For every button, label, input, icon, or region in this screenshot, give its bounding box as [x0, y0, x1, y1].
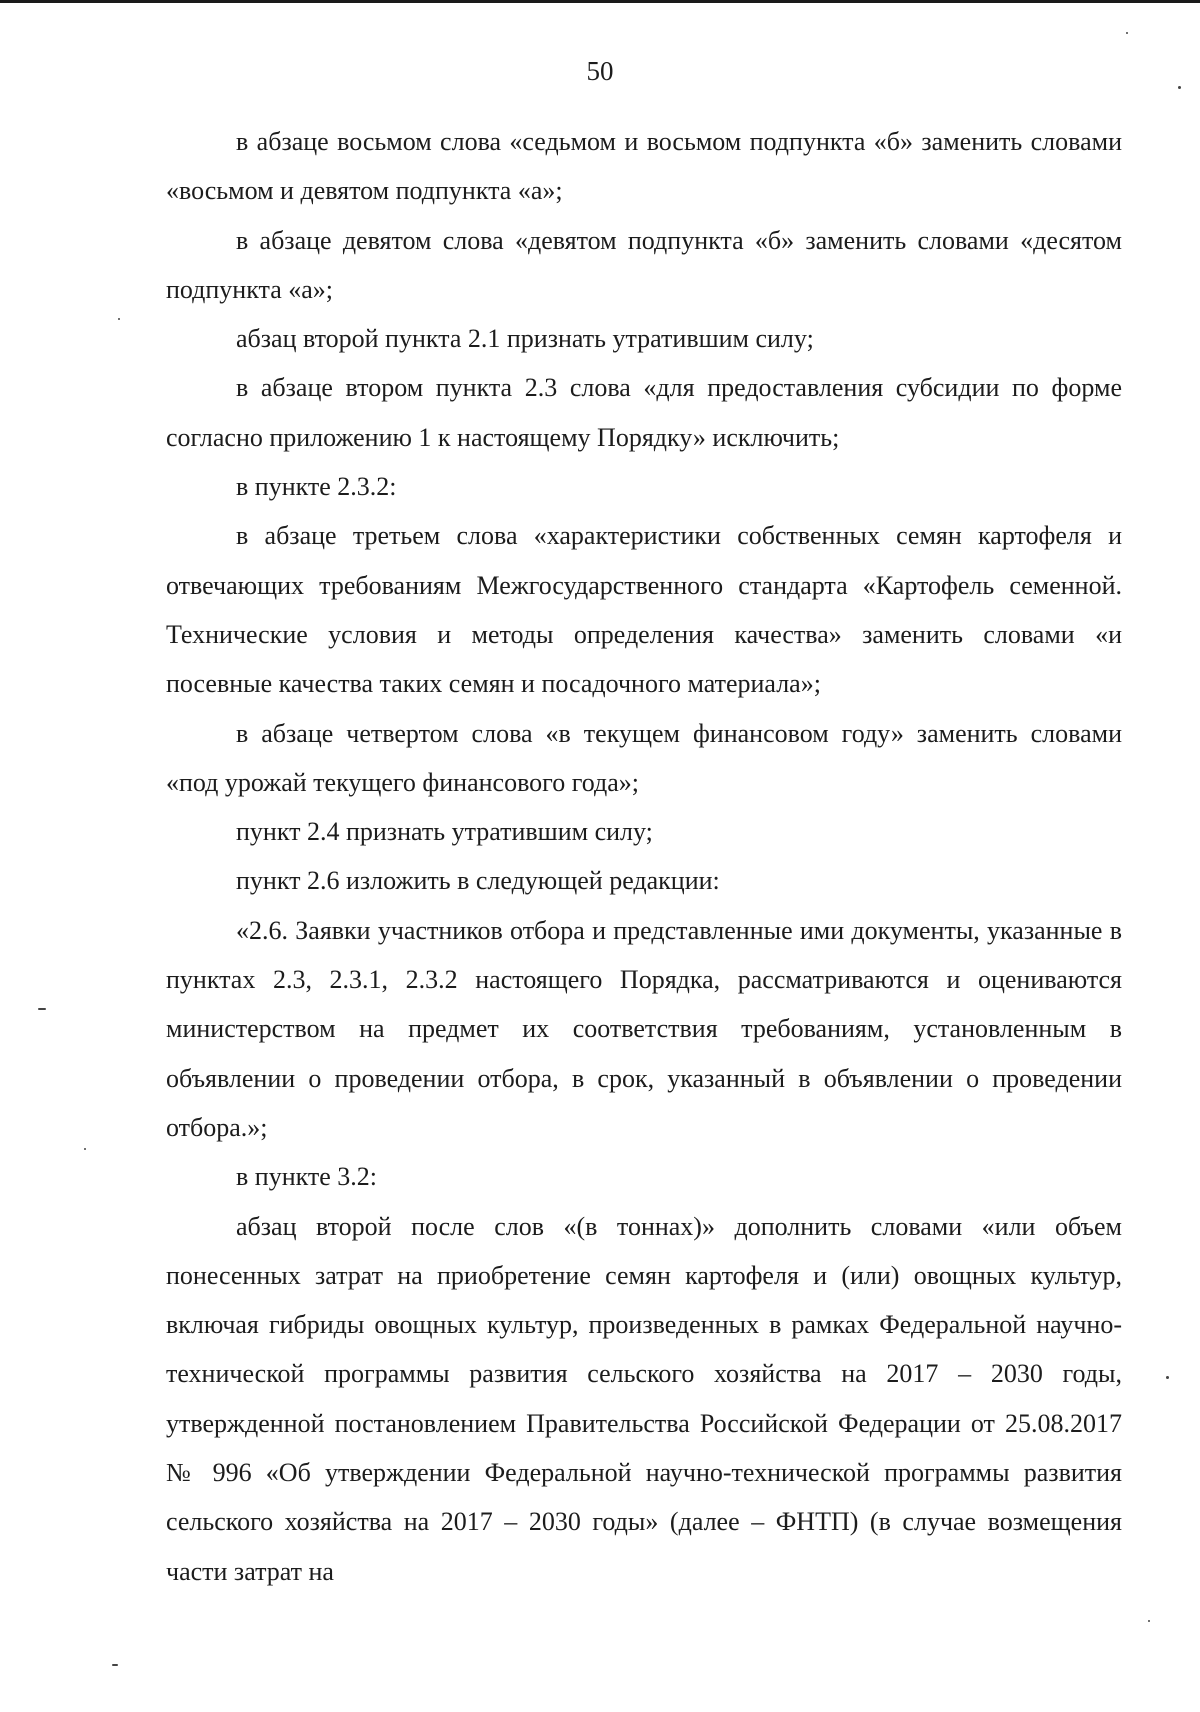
scan-speck	[1126, 32, 1128, 34]
paragraph: пункт 2.4 признать утратившим силу;	[236, 817, 653, 847]
paragraph: в абзаце девятом слова «девятом подпункта «б» заменить словами «десятом подпункта «а»;	[166, 225, 1122, 304]
paragraph: в пункте 2.3.2:	[236, 472, 397, 502]
scan-speck	[112, 1664, 118, 1666]
document-body	[166, 117, 1122, 1596]
scan-speck	[1178, 86, 1181, 89]
scan-speck	[84, 1148, 86, 1150]
paragraph: в абзаце третьем слова «характеристики собственных семян картофеля и отвечающих требованиям Межгосударственного стандарта «Картофель семенной. Технические условия и методы определения качества» заменить словами «и посевные качества таких семян и посадочного материала»;	[166, 521, 1122, 699]
scan-top-edge	[0, 0, 1200, 3]
paragraph: абзац второй пункта 2.1 признать утратившим силу;	[236, 324, 814, 354]
paragraph: «2.6. Заявки участников отбора и представленные ими документы, указанные в пунктах 2.3, 2.3.1, 2.3.2 настоящего Порядка, рассматриваются и оцениваются министерством на предмет их соответствия требованиям, установленным в объявлении о проведении отбора, в срок, указанный в объявлении о проведении отбора.»;	[166, 915, 1122, 1142]
paragraph: в абзаце восьмом слова «седьмом и восьмом подпункта «б» заменить словами «восьмом и девятом подпункта «а»;	[166, 127, 1122, 206]
paragraph: абзац второй после слов «(в тоннах)» дополнить словами «или объем понесенных затрат на приобретение семян картофеля и (или) овощных культур, включая гибриды овощных культур, произведенных в рамках Федеральной научно-технической программы развития сельского хозяйства на 2017 – 2030 годы, утвержденной постановлением Правительства Российской Федерации от 25.08.2017 № 996 «Об утверждении Федеральной научно-технической программы развития сельского хозяйства на 2017 – 2030 годы» (далее – ФНТП) (в случае возмещения части затрат на	[166, 1211, 1122, 1586]
scan-speck	[1148, 1620, 1150, 1622]
scan-speck	[118, 318, 120, 320]
paragraph: в пункте 3.2:	[236, 1162, 378, 1192]
scan-speck	[38, 1008, 46, 1010]
paragraph: в абзаце четвертом слова «в текущем финансовом году» заменить словами «под урожай текущего финансового года»;	[166, 718, 1122, 797]
paragraph: в абзаце втором пункта 2.3 слова «для предоставления субсидии по форме согласно приложению 1 к настоящему Порядку» исключить;	[166, 373, 1122, 452]
paragraph: пункт 2.6 изложить в следующей редакции:	[236, 866, 720, 896]
page-number: 50	[586, 56, 614, 86]
scan-speck	[1166, 1376, 1169, 1379]
